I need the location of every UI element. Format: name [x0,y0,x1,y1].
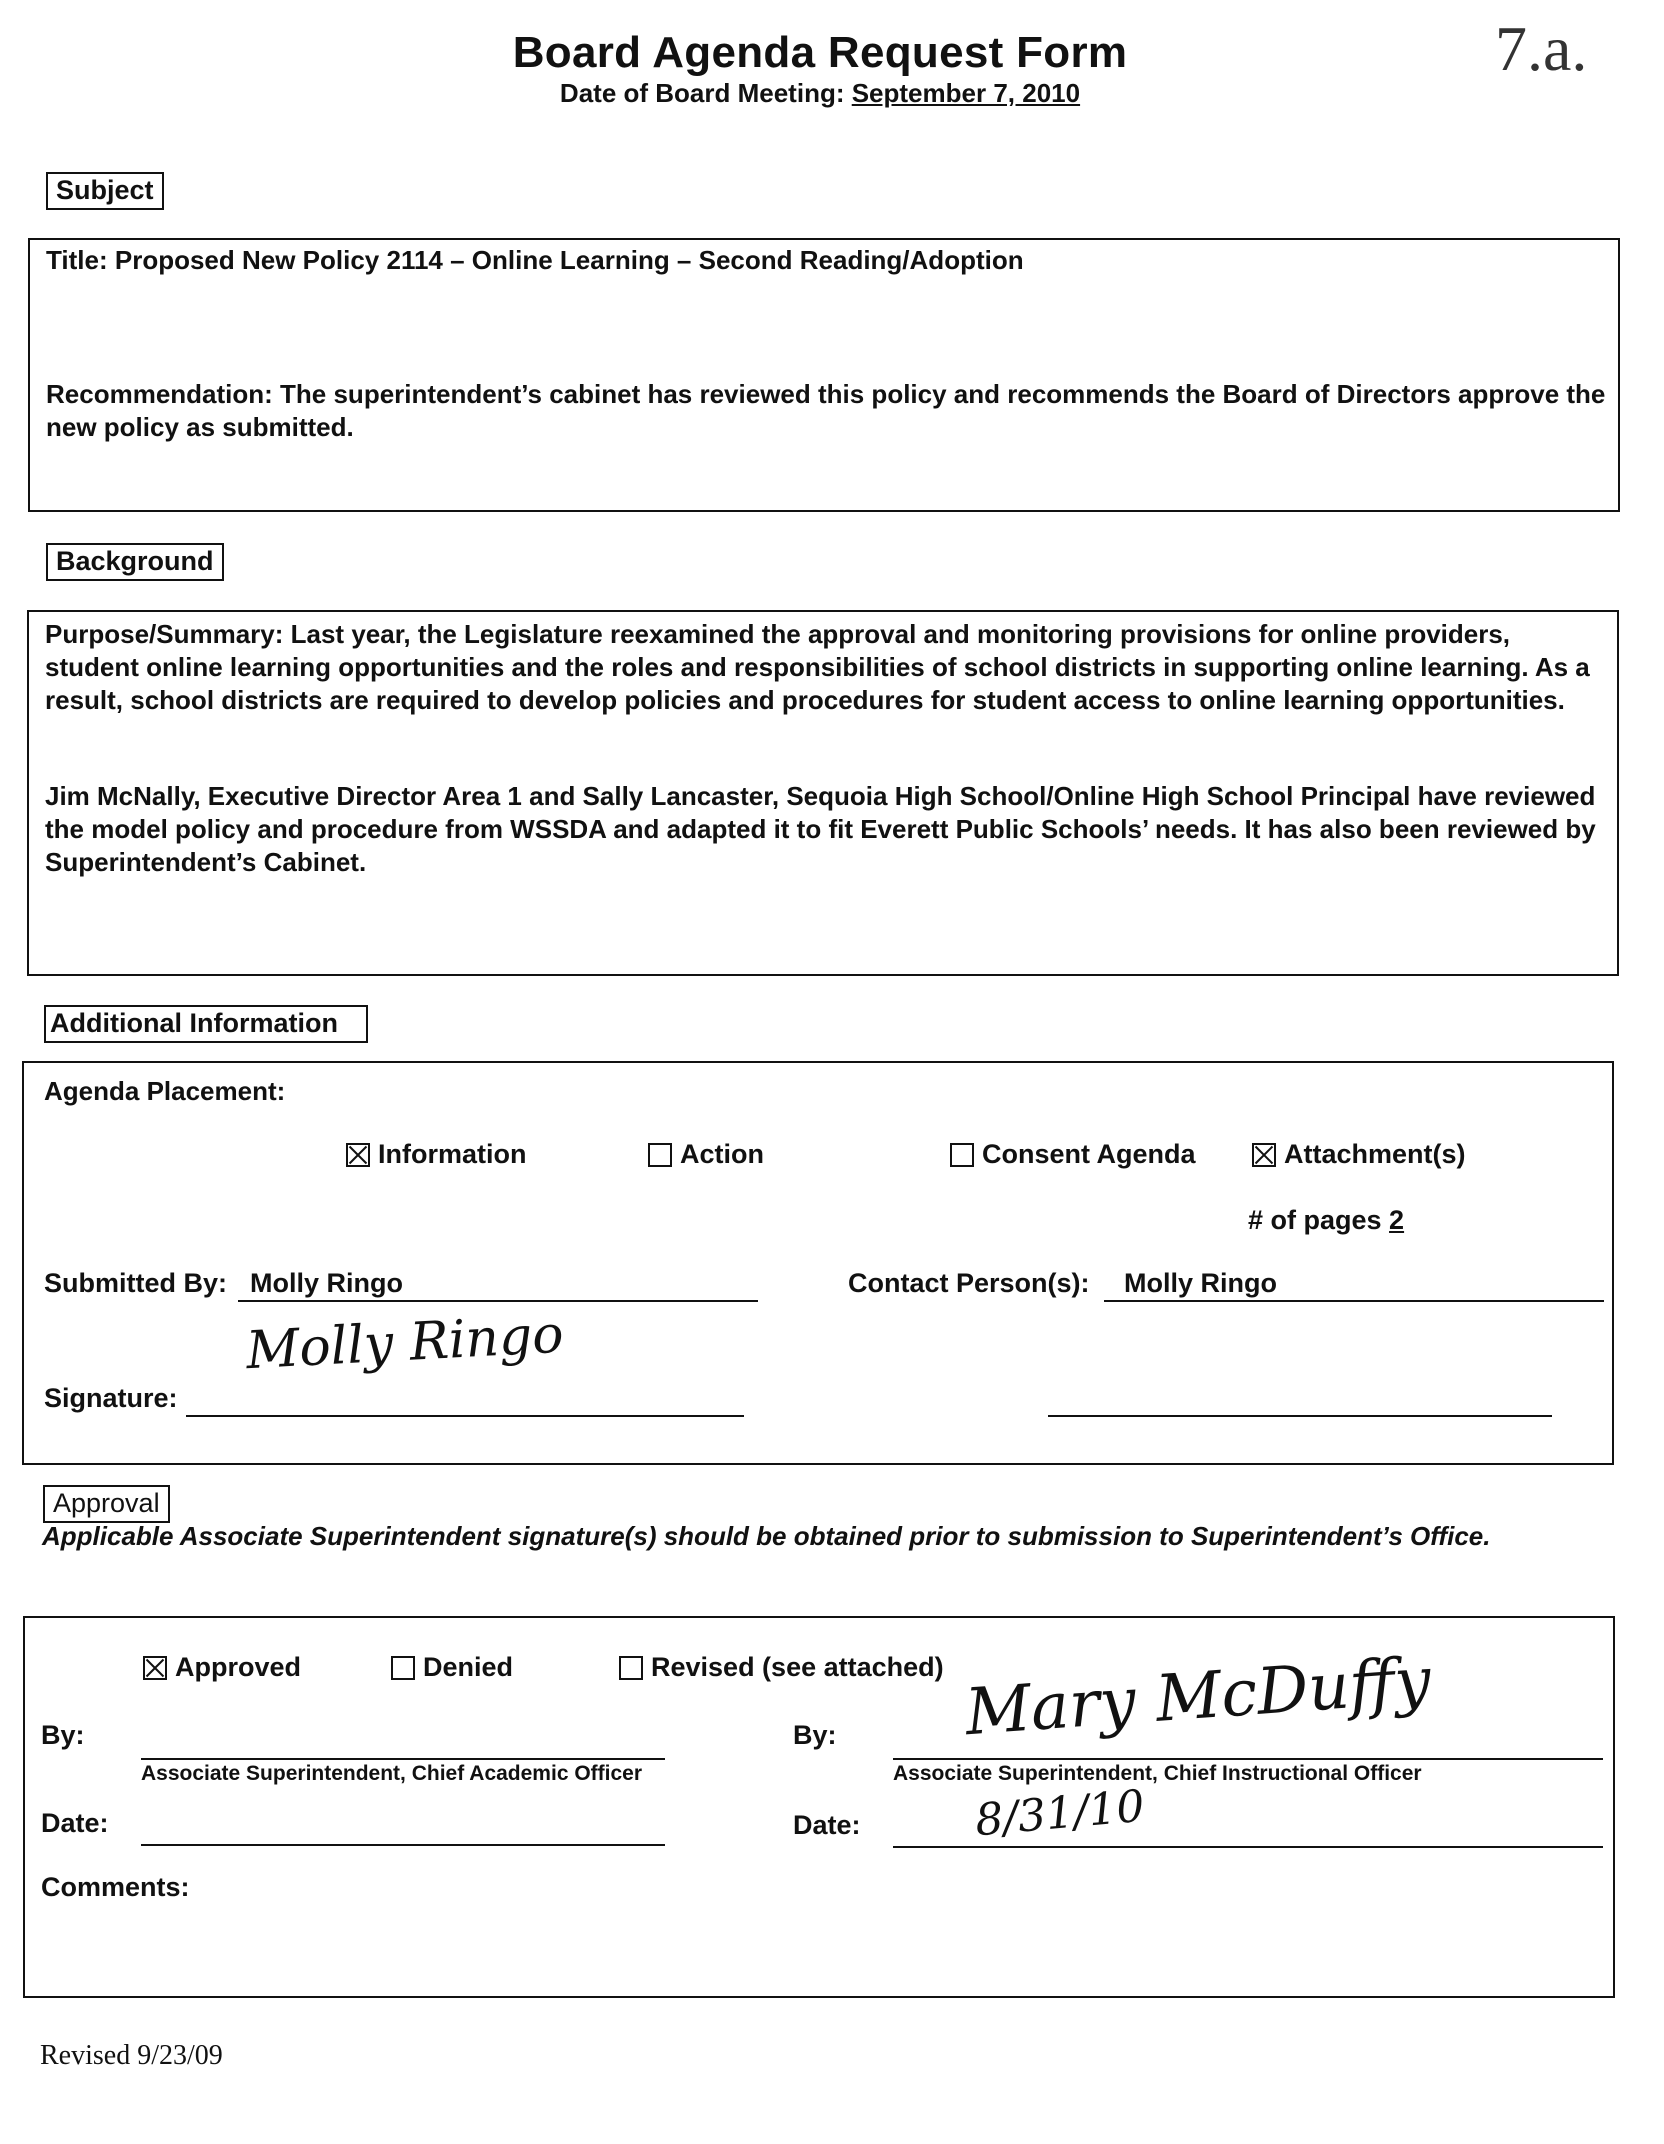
right-signature: Mary McDuffy [962,1643,1434,1751]
subject-label: Subject [46,172,164,210]
attachments-checkbox[interactable] [1252,1143,1276,1167]
pages-count: # of pages 2 [1248,1205,1405,1235]
signature-line[interactable] [186,1381,744,1417]
option-consent-agenda[interactable]: Consent Agenda [950,1139,1196,1170]
left-date-label: Date: [41,1808,109,1838]
left-by-line[interactable] [141,1720,665,1760]
background-purpose: Purpose/Summary: Last year, the Legislature reexamined the approval and monitoring provisions for online providers, student online learning opportunities and the roles and responsibilities of school districts in supporting online learning. As a result, school districts are required to develop policies and procedures for student access to online learning opportunities. [45,619,1590,715]
option-attachments[interactable]: Attachment(s) [1252,1139,1466,1170]
approval-section [23,1616,1615,1998]
subject-section [28,238,1620,512]
additional-info-label: Additional Information [44,1005,368,1043]
right-by-label: By: [793,1720,837,1750]
meeting-date-line [0,78,1640,109]
second-signature-line[interactable] [1048,1381,1552,1417]
subject-recommendation: Recommendation: The superintendent’s cabinet has reviewed this policy and recommends the Board of Directors approve the new policy as submitted. [46,379,1606,442]
contact-person-field[interactable]: Molly Ringo [1104,1268,1604,1302]
submitter-signature: Molly Ringo [244,1304,565,1382]
left-date-line[interactable] [141,1806,665,1846]
background-section [27,610,1619,976]
contact-person-label: Contact Person(s): [848,1268,1090,1298]
left-role-caption: Associate Superintendent, Chief Academic Officer [141,1762,643,1785]
revised-checkbox[interactable] [619,1656,643,1680]
approved-checkbox[interactable] [143,1656,167,1680]
action-checkbox[interactable] [648,1143,672,1167]
denied-checkbox[interactable] [391,1656,415,1680]
option-approved[interactable]: Approved [143,1652,301,1683]
background-reviewers: Jim McNally, Executive Director Area 1 and Sally Lancaster, Sequoia High School/Online High School Principal have reviewed the model policy and procedure from WSSDA and adapted it to fit Everett Public Schools’ needs. It has also been reviewed by Superintendent’s Cabinet. [45,781,1596,877]
signature-label: Signature: [44,1383,178,1413]
option-revised[interactable]: Revised (see attached) [619,1652,944,1683]
background-label: Background [46,543,224,581]
option-denied[interactable]: Denied [391,1652,513,1683]
option-information[interactable]: Information [346,1139,527,1170]
consent-agenda-checkbox[interactable] [950,1143,974,1167]
form-title: Board Agenda Request Form [512,28,1128,77]
comments-label: Comments: [41,1872,190,1902]
submitted-by-field[interactable]: Molly Ringo [238,1268,758,1302]
right-date-label: Date: [793,1810,861,1840]
additional-info-section [22,1061,1614,1465]
agenda-placement-label: Agenda Placement: [44,1076,286,1106]
left-by-label: By: [41,1720,85,1750]
approval-note: Applicable Associate Superintendent signature(s) should be obtained prior to submission to Superintendent’s Office. [42,1521,1491,1551]
meeting-date-value: September 7, 2010 [851,78,1081,108]
right-date-value: 8/31/10 [973,1780,1147,1847]
approval-label: Approval [43,1485,170,1523]
pages-count-value: 2 [1389,1205,1405,1235]
submitted-by-label: Submitted By: [44,1268,228,1298]
right-role-caption: Associate Superintendent, Chief Instructional Officer [893,1762,1422,1785]
agenda-item-mark: 7.a. [1495,13,1588,84]
revised-date: Revised 9/23/09 [40,2040,223,2071]
option-action[interactable]: Action [648,1139,764,1170]
subject-title: Title: Proposed New Policy 2114 – Online Learning – Second Reading/Adoption [46,245,1024,275]
information-checkbox[interactable] [346,1143,370,1167]
meeting-date-label: Date of Board Meeting: [559,78,852,108]
